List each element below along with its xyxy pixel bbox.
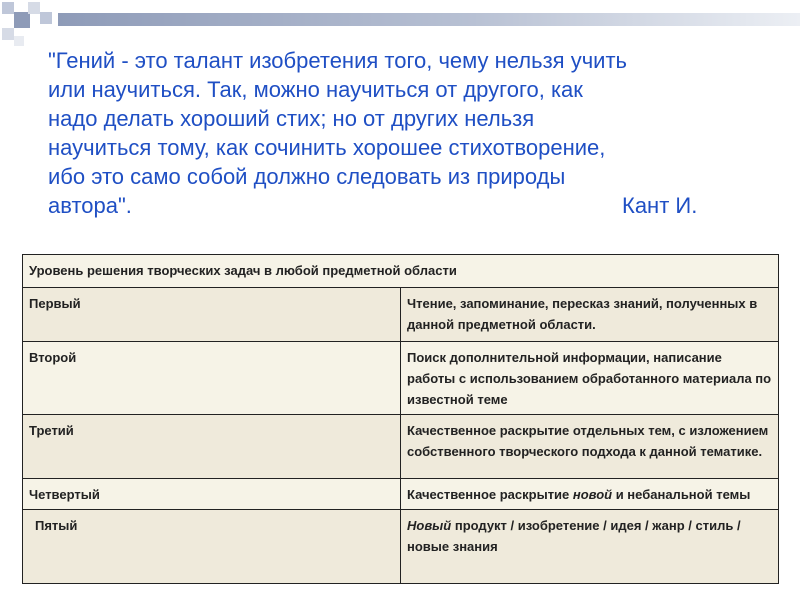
level-description: Поиск дополнительной информации, написание работы с использованием обработанного материала по известной теме <box>401 342 779 415</box>
decor-square <box>28 2 40 14</box>
quote-author: Кант И. <box>622 193 698 218</box>
quote-line: надо делать хороший стих; но от других нельзя <box>48 106 535 131</box>
quote-line <box>48 191 768 220</box>
quote-line: научиться тому, как сочинить хорошее стихотворение, <box>48 135 606 160</box>
level-name: Третий <box>23 415 401 479</box>
table-header: Уровень решения творческих задач в любой предметной области <box>23 255 779 288</box>
quote-line: или научиться. Так, можно научиться от другого, как <box>48 77 583 102</box>
table-header-row <box>23 255 779 288</box>
description-text: и небанальной темы <box>612 487 751 502</box>
level-name: Второй <box>23 342 401 415</box>
description-text: продукт / изобретение / идея / жанр / стиль / новые знания <box>407 518 741 554</box>
level-name: Четвертый <box>23 479 401 510</box>
level-description: Чтение, запоминание, пересказ знаний, полученных в данной предметной области. <box>401 288 779 342</box>
decor-square <box>14 36 24 46</box>
title-accent-bar <box>58 13 800 26</box>
level-description: Качественное раскрытие отдельных тем, с изложением собственного творческого подхода к данной тематике. <box>401 415 779 479</box>
creative-levels-table <box>22 254 779 584</box>
quote-line: "Гений - это талант изобретения того, чему нельзя учить <box>48 48 627 73</box>
table-row <box>23 510 779 584</box>
table-row <box>23 288 779 342</box>
level-name: Первый <box>23 288 401 342</box>
quote-line-text: автора". <box>48 193 132 218</box>
table-row <box>23 342 779 415</box>
decor-square <box>40 12 52 24</box>
description-emphasis: новой <box>572 487 613 502</box>
level-description <box>401 479 779 510</box>
description-text: Качественное раскрытие <box>407 487 573 502</box>
level-description <box>401 510 779 584</box>
decor-square <box>2 28 14 40</box>
kant-quote <box>48 46 768 220</box>
quote-line: ибо это само собой должно следовать из природы <box>48 164 566 189</box>
description-emphasis: Новый <box>407 518 452 533</box>
level-name: Пятый <box>23 510 401 584</box>
table-row <box>23 415 779 479</box>
decor-square <box>14 12 30 28</box>
table-row <box>23 479 779 510</box>
decor-square <box>2 2 14 14</box>
